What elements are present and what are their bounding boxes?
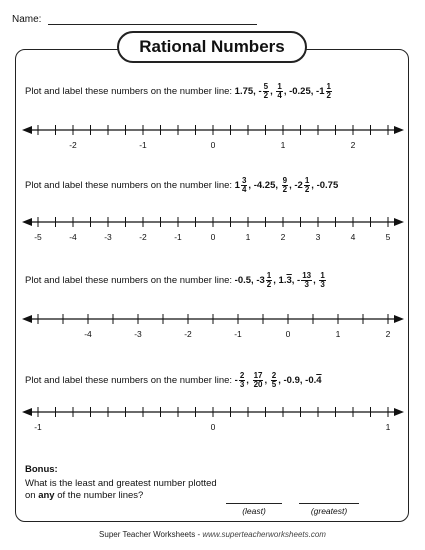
number-separator: , (311, 180, 317, 192)
number-separator: , (289, 180, 295, 192)
number-line-tick-label: 4 (350, 232, 356, 242)
number-separator: , (248, 180, 254, 192)
fraction (239, 372, 245, 389)
number-line-tick-label: 2 (350, 140, 356, 150)
number-line-tick-label: 0 (210, 140, 216, 150)
bonus-question (25, 478, 225, 502)
repeating-whole: 1. (278, 275, 287, 287)
mixed-whole: 2 (297, 180, 303, 192)
number-sign: - (316, 86, 320, 98)
number-value: -0.75 (316, 180, 339, 192)
right-arrow-icon (394, 315, 404, 323)
least-label: (least) (242, 506, 266, 516)
mixed-whole: 3 (259, 275, 265, 287)
fraction (319, 272, 325, 289)
mixed-whole: 1 (234, 180, 240, 192)
number-line-tick-label: -4 (69, 232, 77, 242)
number-line-tick-label: 1 (385, 422, 391, 432)
number-separator: , (310, 86, 317, 98)
number-sign: - (256, 275, 260, 287)
fraction-numerator: 1 (277, 82, 282, 91)
problem-2-numbers (234, 176, 339, 194)
left-arrow-icon (22, 218, 32, 226)
fraction-numerator: 1 (320, 271, 325, 280)
problem-2-prompt (25, 177, 338, 194)
bonus-title: Bonus: (25, 464, 58, 475)
name-field-line[interactable] (48, 24, 257, 25)
fraction (271, 372, 277, 389)
number-line-tick-label: -4 (84, 329, 92, 339)
fraction-denominator: 4 (277, 91, 282, 100)
bonus-text-before: What is the least and greatest number plotted on (25, 478, 217, 501)
number-separator: , (264, 375, 270, 387)
number-value: -0.9 (283, 375, 300, 387)
right-arrow-icon (394, 408, 404, 416)
repeating-digit: 3 (286, 275, 292, 287)
fraction-numerator: 5 (263, 82, 269, 91)
fraction-denominator: 2 (282, 185, 288, 194)
fraction-numerator: 3 (241, 176, 247, 185)
fraction-denominator: 3 (239, 380, 245, 389)
fraction-numerator: 1 (326, 82, 331, 91)
number-value: -4.25 (253, 180, 276, 192)
bonus-text-after: of the number lines? (54, 490, 144, 501)
problem-3-prompt (25, 272, 327, 289)
name-label: Name: (12, 14, 42, 25)
number-line-tick-label: -1 (234, 329, 242, 339)
number-line-tick-label: -2 (69, 140, 77, 150)
number-separator: , (299, 375, 306, 387)
number-line-2[interactable] (0, 212, 425, 246)
greatest-answer-line[interactable] (299, 503, 359, 504)
number-line-tick-label: 0 (210, 422, 216, 432)
number-line-tick-label: -1 (139, 140, 147, 150)
fraction-denominator: 3 (320, 280, 325, 289)
number-line-tick-label: -1 (174, 232, 182, 242)
number-separator: , (246, 375, 252, 387)
fraction-numerator: 17 (253, 371, 263, 380)
number-line-tick-label: -5 (34, 232, 42, 242)
problem-1-prompt-text: Plot and label these numbers on the number line: (25, 86, 233, 98)
fraction (241, 177, 247, 194)
fraction-denominator: 2 (263, 91, 269, 100)
fraction (253, 372, 264, 389)
number-separator: , (291, 275, 298, 287)
number-separator: , (251, 275, 257, 287)
problem-4-prompt (25, 372, 322, 389)
problem-1-numbers (234, 82, 333, 100)
number-value: -0.25 (289, 86, 311, 98)
greatest-label: (greatest) (310, 506, 348, 516)
fraction (301, 272, 312, 289)
bonus-text-bold: any (38, 490, 55, 501)
page-title: Rational Numbers (117, 31, 307, 63)
fraction-denominator: 2 (326, 91, 331, 100)
number-line-tick-label: 0 (210, 232, 216, 242)
fraction-numerator: 13 (302, 271, 312, 280)
fraction-denominator: 2 (304, 185, 310, 194)
fraction-denominator: 3 (304, 280, 309, 289)
fraction-numerator: 9 (282, 176, 288, 185)
left-arrow-icon (22, 126, 32, 134)
problem-3-numbers (234, 271, 327, 289)
number-sign: - (297, 275, 301, 287)
number-line-tick-label: 1 (280, 140, 286, 150)
footer-url[interactable]: www.superteacherworksheets.com (202, 530, 326, 539)
fraction-numerator: 1 (304, 176, 310, 185)
number-separator: , (283, 86, 290, 98)
number-value: -0.5 (234, 275, 252, 287)
repeating-whole: -0. (305, 375, 317, 387)
problem-2-prompt-text: Plot and label these numbers on the number line: (25, 180, 233, 192)
least-answer-line[interactable] (226, 503, 282, 504)
number-separator: , (275, 180, 281, 192)
mixed-whole: 1 (319, 86, 325, 98)
fraction (326, 83, 332, 100)
number-line-tick-label: 3 (315, 232, 321, 242)
fraction-denominator: 5 (271, 380, 277, 389)
fraction (276, 83, 282, 100)
number-separator: , (270, 86, 276, 98)
number-line-tick-label: -2 (139, 232, 147, 242)
footer-sep: - (195, 530, 203, 539)
number-line-tick-label: 0 (285, 329, 291, 339)
fraction (266, 272, 272, 289)
number-separator: , (278, 375, 284, 387)
fraction (263, 83, 269, 100)
footer-brand: Super Teacher Worksheets (99, 530, 196, 539)
footer (0, 530, 425, 539)
number-sign: - (234, 375, 238, 387)
number-line-1[interactable] (0, 120, 425, 154)
number-line-tick-label: -2 (184, 329, 192, 339)
number-line-tick-label: 2 (280, 232, 286, 242)
number-separator: , (313, 275, 319, 287)
number-line-tick-label: 5 (385, 232, 391, 242)
fraction-denominator: 2 (266, 280, 272, 289)
fraction-numerator: 2 (239, 371, 245, 380)
number-line-tick-label: -3 (104, 232, 112, 242)
left-arrow-icon (22, 315, 32, 323)
fraction-denominator: 4 (241, 185, 247, 194)
number-line-tick-label: 2 (385, 329, 391, 339)
number-line-3[interactable] (0, 309, 425, 343)
number-line-tick-label: 1 (335, 329, 341, 339)
fraction (304, 177, 310, 194)
fraction (282, 177, 288, 194)
left-arrow-icon (22, 408, 32, 416)
problem-3-prompt-text: Plot and label these numbers on the number line: (25, 275, 233, 287)
number-line-4[interactable] (0, 402, 425, 436)
problem-4-prompt-text: Plot and label these numbers on the number line: (25, 375, 233, 387)
number-line-tick-label: -1 (34, 422, 42, 432)
number-value: 1.75 (234, 86, 254, 98)
number-sign: - (258, 86, 262, 98)
problem-1-prompt (25, 83, 333, 100)
number-line-tick-label: 1 (245, 232, 251, 242)
problem-4-numbers (234, 371, 322, 389)
number-separator: , (253, 86, 259, 98)
fraction-denominator: 20 (253, 380, 263, 389)
right-arrow-icon (394, 126, 404, 134)
repeating-digit: 4 (316, 375, 322, 387)
number-sign: - (294, 180, 298, 192)
fraction-numerator: 1 (266, 271, 272, 280)
number-line-tick-label: -3 (134, 329, 142, 339)
right-arrow-icon (394, 218, 404, 226)
number-separator: , (273, 275, 279, 287)
fraction-numerator: 2 (271, 371, 277, 380)
